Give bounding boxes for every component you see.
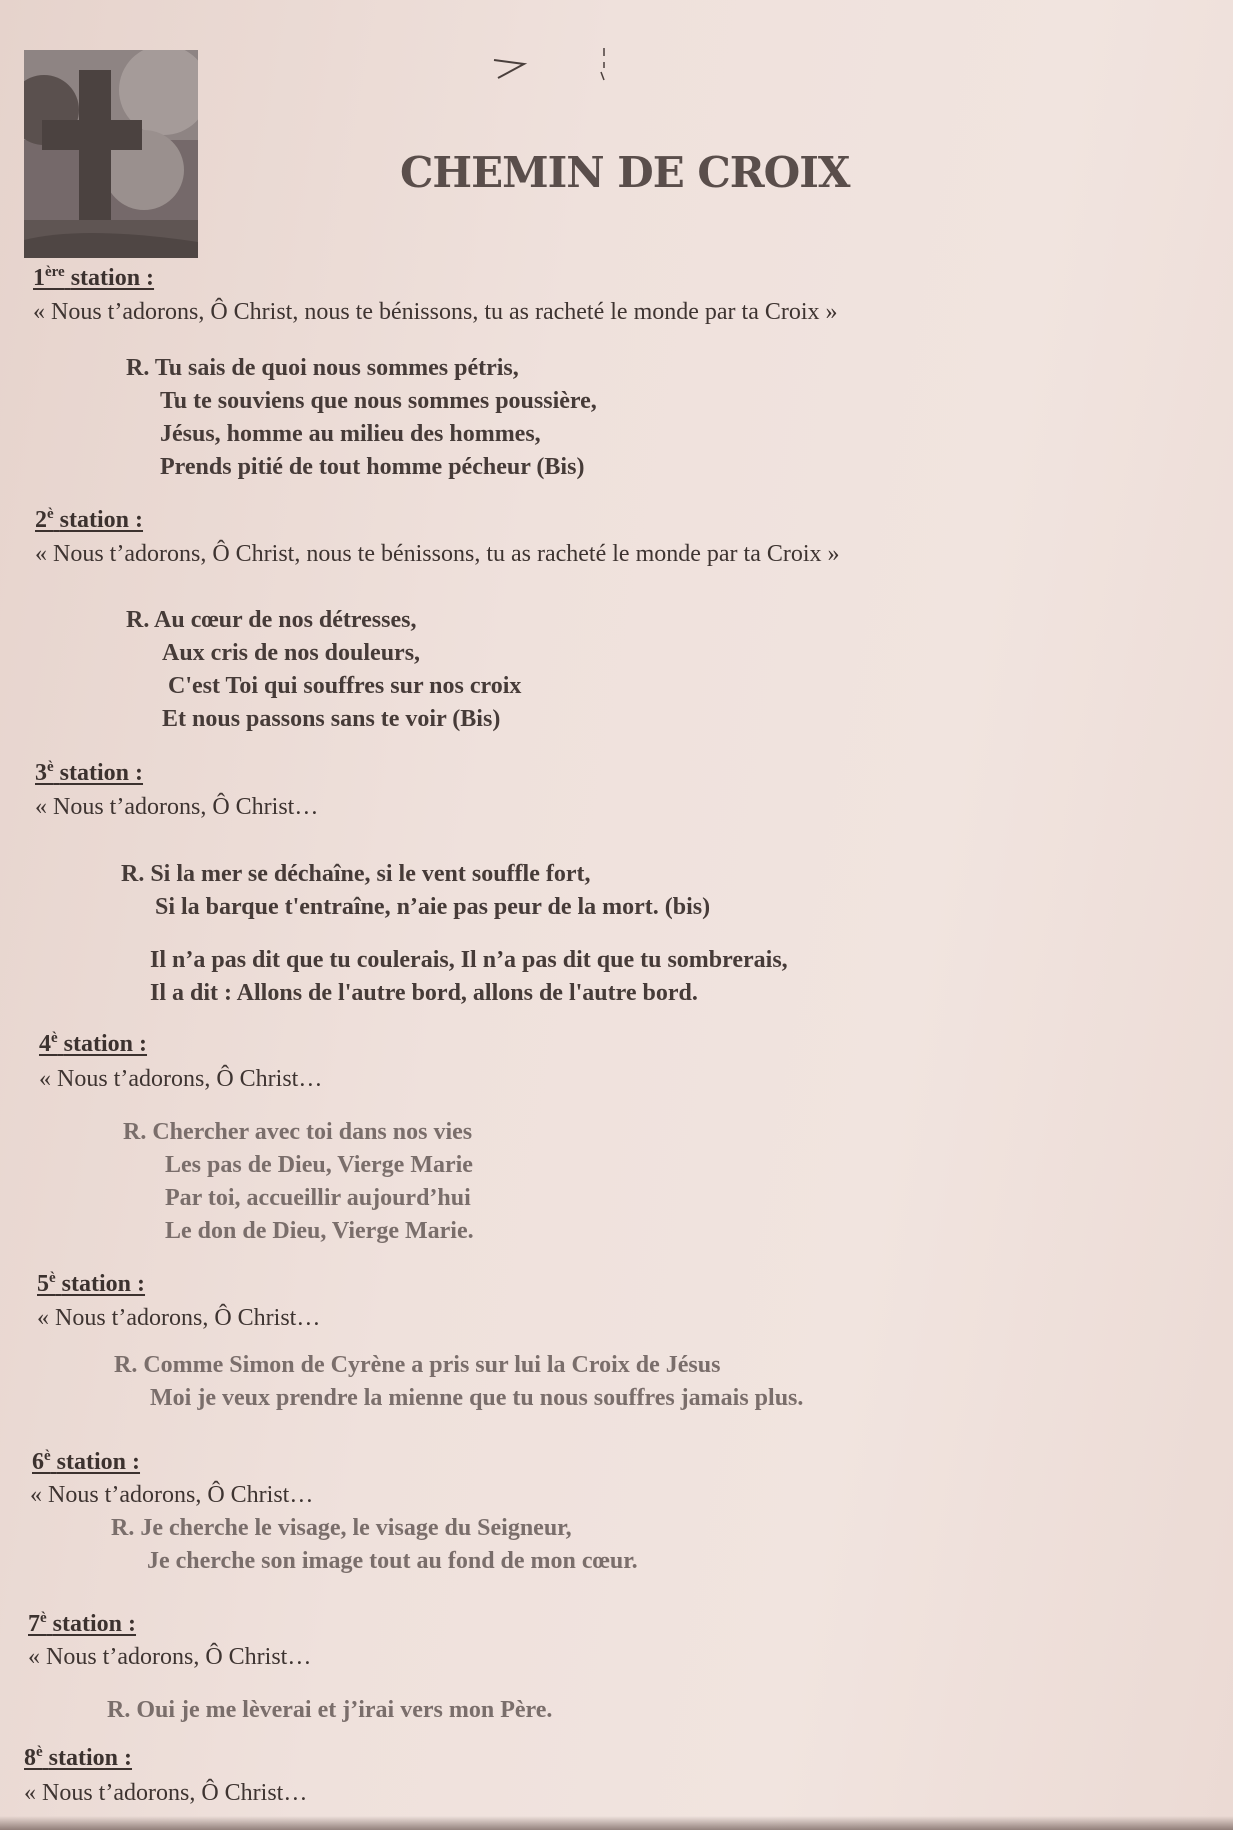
- refrain-verse: [150, 944, 788, 1010]
- station-prayer: « Nous t’adorons, Ô Christ…: [30, 1482, 314, 1508]
- refrain-line: R. Je cherche le visage, le visage du Seigneur,: [111, 1515, 572, 1541]
- station-prayer: « Nous t’adorons, Ô Christ…: [37, 1305, 321, 1331]
- refrain: [126, 604, 521, 736]
- refrain: [121, 858, 710, 924]
- refrain: [111, 1512, 638, 1578]
- refrain-line: R. Chercher avec toi dans nos vies: [123, 1119, 473, 1145]
- refrain-line: C'est Toi qui souffres sur nos croix: [168, 673, 522, 699]
- refrain-line: R. Tu sais de quoi nous sommes pétris,: [126, 355, 519, 381]
- station-heading: 1ère station :: [33, 264, 155, 291]
- refrain-line: R. Oui je me lèverai et j’irai vers mon Père.: [107, 1697, 553, 1723]
- station-prayer: « Nous t’adorons, Ô Christ, nous te bénissons, tu as racheté le monde par ta Croix »: [35, 541, 840, 567]
- station-prayer: « Nous t’adorons, Ô Christ…: [24, 1780, 308, 1806]
- refrain-line: Jésus, homme au milieu des hommes,: [160, 421, 541, 447]
- refrain-line: Le don de Dieu, Vierge Marie.: [165, 1218, 474, 1244]
- station-heading: $6^è$ station :: [32, 1448, 141, 1475]
- cross-photo: [24, 50, 198, 258]
- station-heading: $4^è$ station :: [39, 1030, 148, 1057]
- refrain: [123, 1116, 474, 1248]
- refrain-line: Aux cris de nos douleurs,: [162, 640, 421, 666]
- refrain-line: R. Comme Simon de Cyrène a pris sur lui la Croix de Jésus: [114, 1352, 721, 1378]
- station-heading: $7^è$ station :: [28, 1610, 137, 1637]
- station-heading: $5^è$ station :: [37, 1270, 146, 1297]
- pen-mark: [480, 44, 620, 94]
- station-prayer: « Nous t’adorons, Ô Christ…: [35, 794, 319, 820]
- station-heading: $3^è$ station :: [35, 759, 144, 786]
- page-edge-shadow: [0, 1816, 1233, 1830]
- refrain: [114, 1349, 803, 1415]
- station-prayer: « Nous t’adorons, Ô Christ, nous te bénissons, tu as racheté le monde par ta Croix »: [33, 299, 838, 325]
- refrain: [107, 1694, 552, 1727]
- refrain-line: Je cherche son image tout au fond de mon cœur.: [147, 1548, 638, 1574]
- page-title: CHEMIN DE CROIX: [400, 148, 850, 197]
- refrain-line: Si la barque t'entraîne, n’aie pas peur de la mort. (bis): [155, 894, 711, 920]
- refrain-line: Les pas de Dieu, Vierge Marie: [165, 1152, 473, 1178]
- station-prayer: « Nous t’adorons, Ô Christ…: [28, 1644, 312, 1670]
- refrain-line: Il a dit : Allons de l'autre bord, allons de l'autre bord.: [150, 980, 698, 1006]
- refrain-line: Par toi, accueillir aujourd’hui: [165, 1185, 471, 1211]
- refrain-line: Tu te souviens que nous sommes poussière,: [160, 388, 597, 414]
- refrain-line: Moi je veux prendre la mienne que tu nous souffres jamais plus.: [150, 1385, 804, 1411]
- refrain-line: R. Si la mer se déchaîne, si le vent souffle fort,: [121, 861, 591, 887]
- station-prayer: « Nous t’adorons, Ô Christ…: [39, 1066, 323, 1092]
- refrain-line: Il n’a pas dit que tu coulerais, Il n’a pas dit que tu sombrerais,: [150, 947, 788, 973]
- station-heading: $2^è$ station :: [35, 506, 144, 533]
- refrain-line: Prends pitié de tout homme pécheur (Bis): [160, 454, 585, 480]
- refrain-line: Et nous passons sans te voir (Bis): [162, 706, 501, 732]
- station-heading: $8^è$ station :: [24, 1744, 133, 1771]
- refrain: [126, 352, 597, 484]
- refrain-line: R. Au cœur de nos détresses,: [126, 607, 417, 633]
